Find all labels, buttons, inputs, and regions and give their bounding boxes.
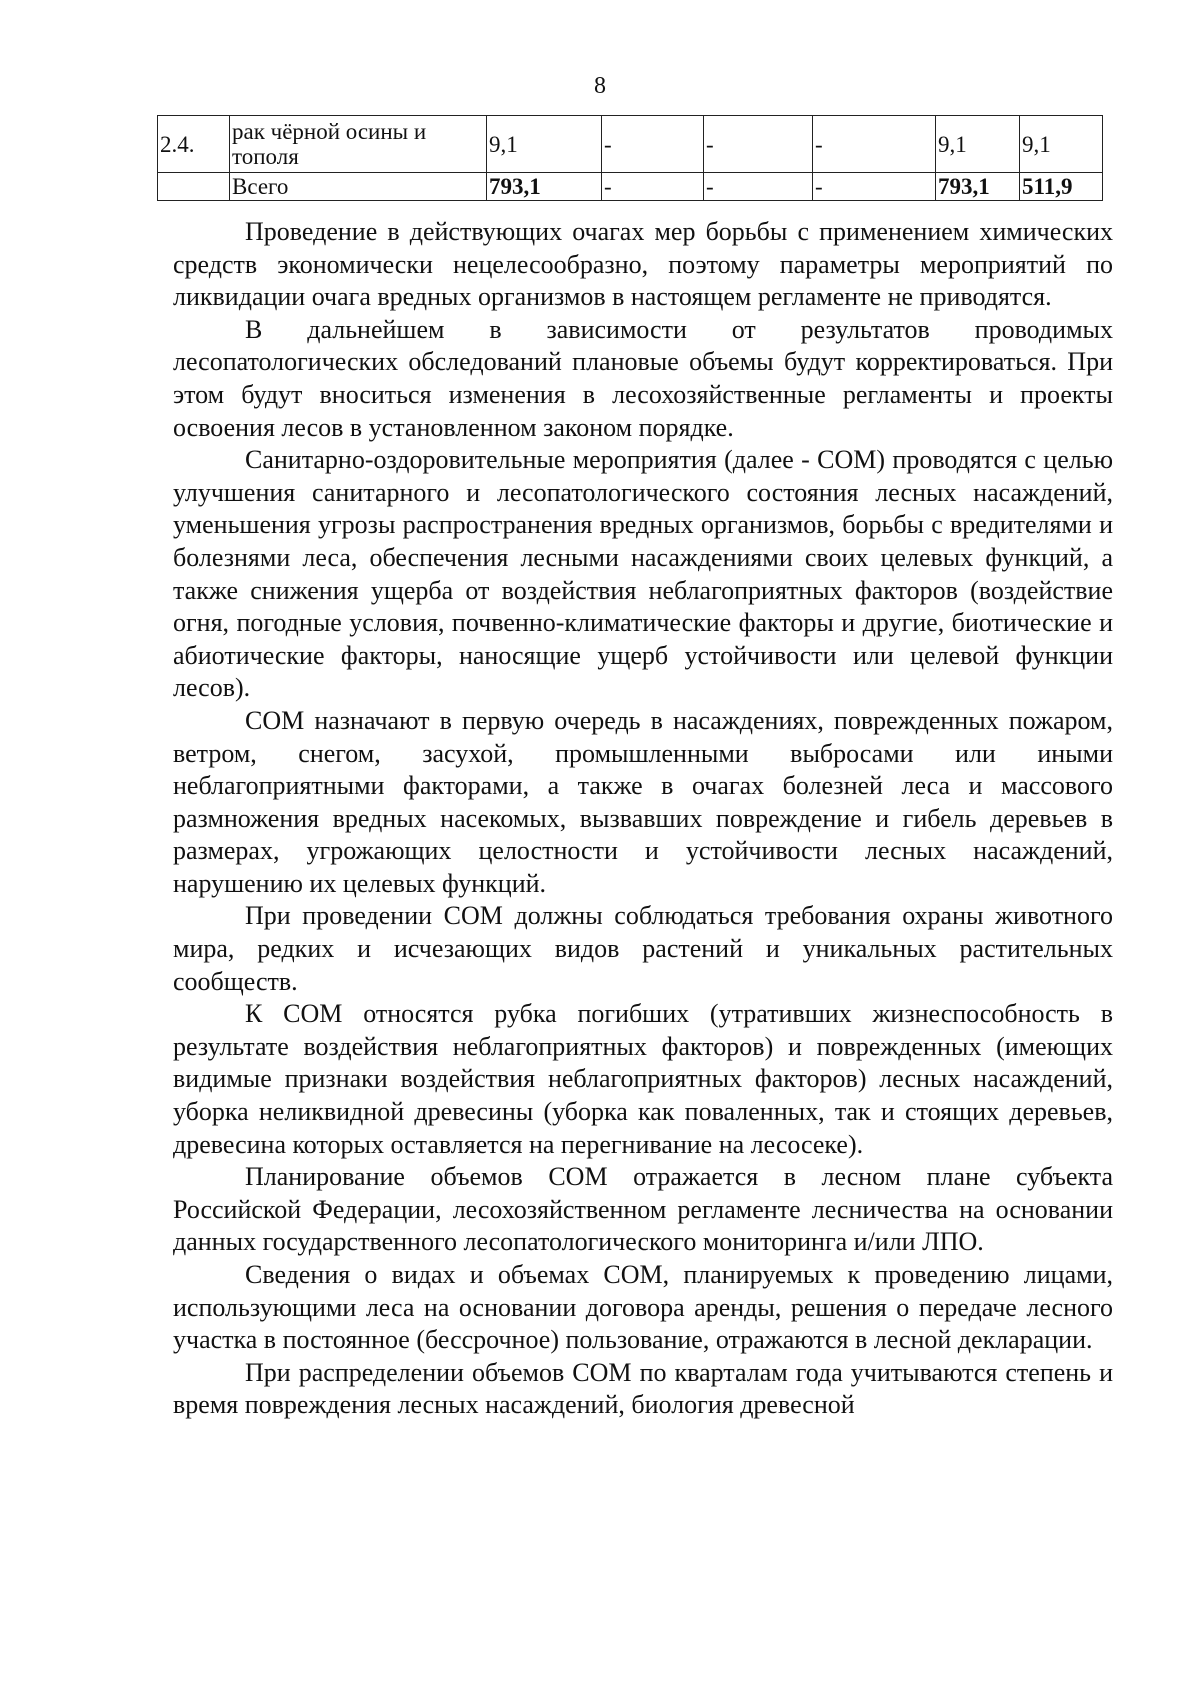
- table-cell: 9,1: [1020, 116, 1103, 173]
- paragraph: Проведение в действующих очагах мер борьбы с применением химических средств экономически нецелесообразно, поэтому параметры мероприятий по ликвидации очага вредных организмов в настоящем регламенте не приводятся.: [173, 217, 1113, 312]
- table-cell-total: 793,1: [936, 173, 1020, 201]
- paragraph: СОМ назначают в первую очередь в насаждениях, поврежденных пожаром, ветром, снегом, засухой, промышленными выбросами или иными неблагоприятными факторами, а также в очагах болезней леса и массового размножения вредных насекомых, вызвавших повреждение и гибель деревьев в размерах, угрожающих целостности и устойчивости лесных насаждений, нарушению их целевых функций.: [173, 705, 1113, 898]
- table-cell: -: [602, 173, 704, 201]
- table-row-total: [158, 173, 1103, 201]
- table-body: [158, 116, 1103, 201]
- paragraph: При распределении объемов СОМ по кварталам года учитываются степень и время повреждения лесных насаждений, биология древесной: [173, 1357, 1113, 1420]
- paragraph: Сведения о видах и объемах СОМ, планируемых к проведению лицами, использующими леса на основании договора аренды, решения о передаче лесного участка в постоянное (бессрочное) пользование, отражаются в лесной декларации.: [173, 1260, 1113, 1355]
- table-row: [158, 116, 1103, 173]
- table-cell: [158, 173, 230, 201]
- paragraph: Планирование объемов СОМ отражается в лесном плане субъекта Российской Федерации, лесохозяйственном регламенте лесничества на основании данных государственного лесопатологического мониторинга и/или ЛПО.: [173, 1162, 1113, 1257]
- table-cell: -: [813, 173, 936, 201]
- table-cell: рак чёрной осины и тополя: [230, 116, 487, 173]
- table-cell-total: 793,1: [487, 173, 602, 201]
- body-text: [173, 216, 1113, 1422]
- table-cell: -: [813, 116, 936, 173]
- table-cell-total: 511,9: [1020, 173, 1103, 201]
- paragraph: Санитарно-оздоровительные мероприятия (далее - СОМ) проводятся с целью улучшения санитарного и лесопатологического состояния лесных насаждений, уменьшения угрозы распространения вредных организмов, борьбы с вредителями и болезнями леса, обеспечения лесными насаждениями своих целевых функций, а также снижения ущерба от воздействия неблагоприятных факторов (воздействие огня, погодные условия, почвенно-климатические факторы и другие, биотические и абиотические факторы, наносящие ущерб устойчивости или целевой функции лесов).: [173, 445, 1113, 703]
- paragraph: В дальнейшем в зависимости от результатов проводимых лесопатологических обследований плановые объемы будут корректироваться. При этом будут вноситься изменения в лесохозяйственные регламенты и проекты освоения лесов в установленном законом порядке.: [173, 314, 1113, 442]
- page-number: 8: [594, 73, 606, 99]
- table-cell: -: [704, 116, 813, 173]
- table-cell: Всего: [230, 173, 487, 201]
- table-cell: -: [704, 173, 813, 201]
- table-cell: 9,1: [487, 116, 602, 173]
- table-cell: 9,1: [936, 116, 1020, 173]
- data-table: [157, 115, 1103, 201]
- paragraph: К СОМ относятся рубка погибших (утративших жизнеспособность в результате воздействия неблагоприятных факторов) и поврежденных (имеющих видимые признаки воздействия неблагоприятных факторов) лесных насаждений, уборка неликвидной древесины (уборка как поваленных, так и стоящих деревьев, древесина которых оставляется на перегнивание на лесосеке).: [173, 999, 1113, 1159]
- table-cell: 2.4.: [158, 116, 230, 173]
- table-cell: -: [602, 116, 704, 173]
- paragraph: При проведении СОМ должны соблюдаться требования охраны животного мира, редких и исчезающих видов растений и уникальных растительных сообществ.: [173, 901, 1113, 996]
